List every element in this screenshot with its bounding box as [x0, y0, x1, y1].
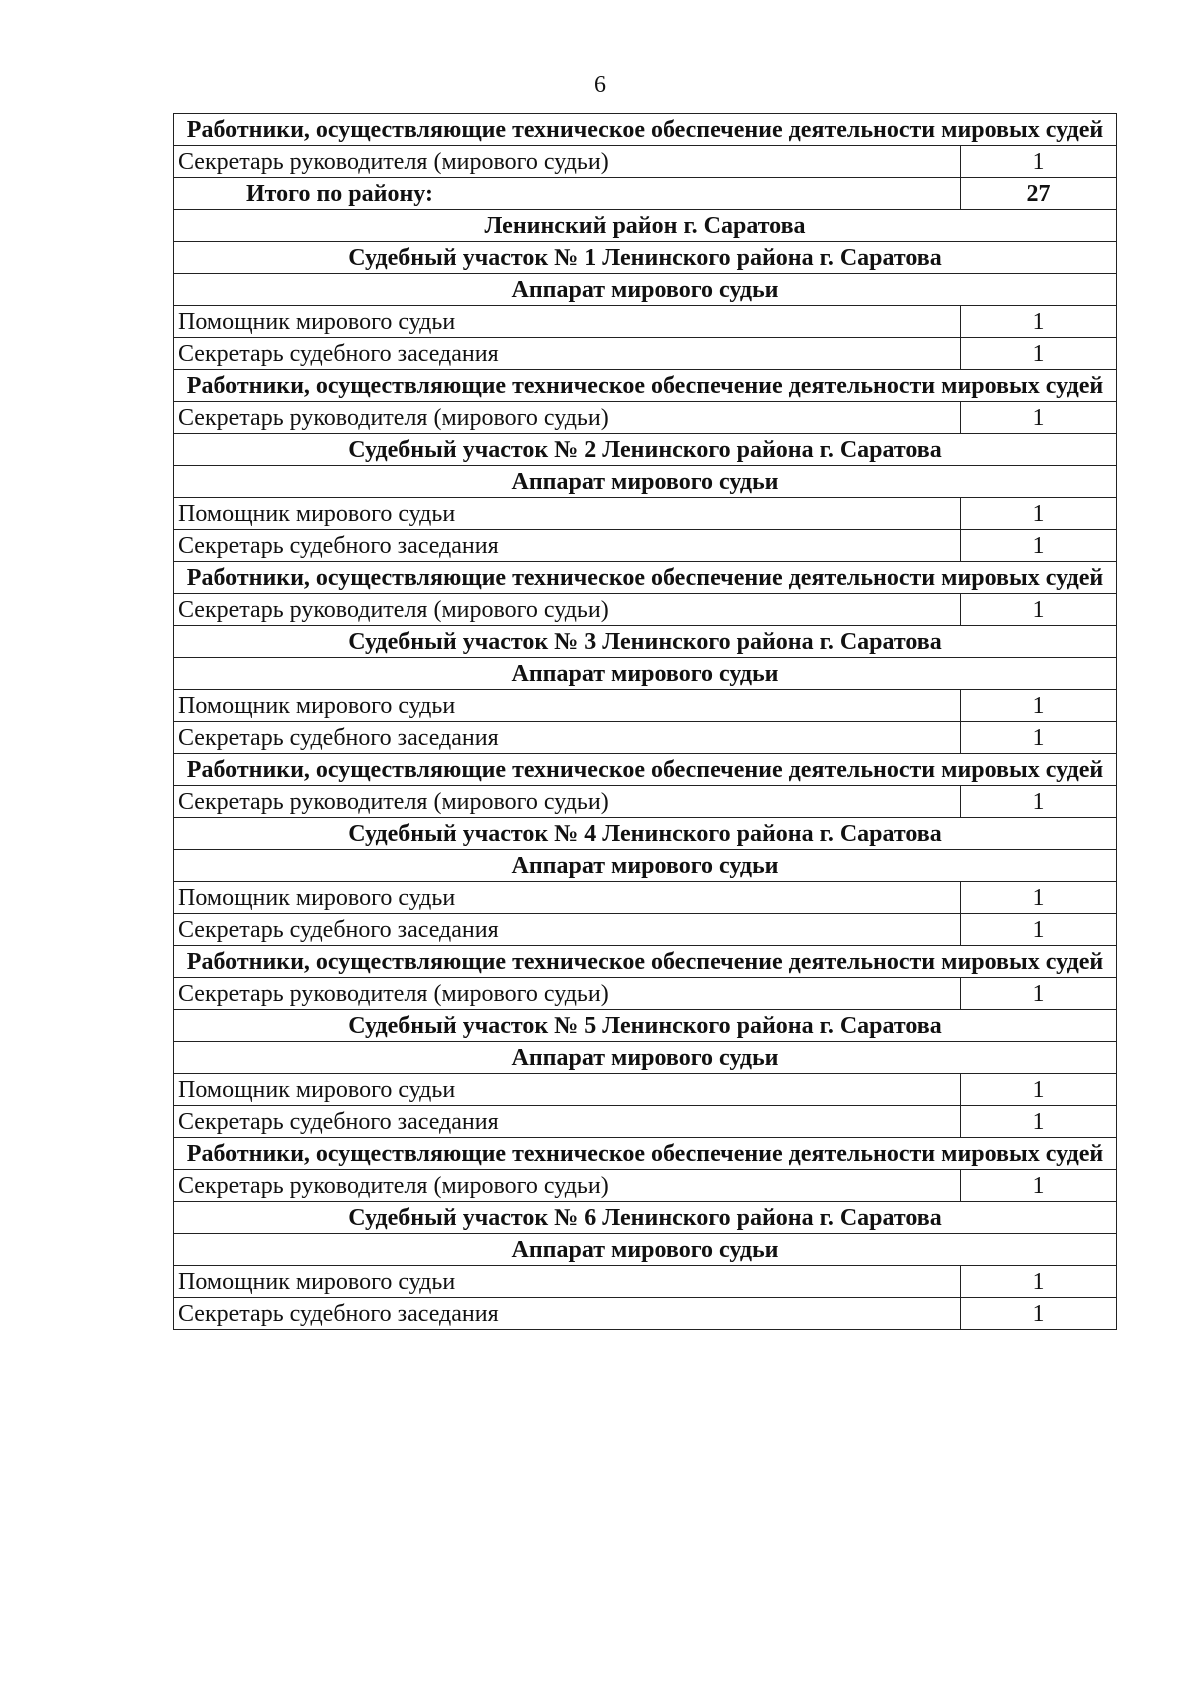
- section-heading-row: [174, 1234, 1117, 1266]
- position-name: Помощник мирового судьи: [174, 498, 961, 530]
- section-heading: Работники, осуществляющие техническое обеспечение деятельности мировых судей: [174, 114, 1117, 146]
- section-heading-row: [174, 370, 1117, 402]
- position-name: Секретарь судебного заседания: [174, 722, 961, 754]
- position-count: 1: [961, 978, 1117, 1010]
- section-heading-row: [174, 754, 1117, 786]
- position-count: 1: [961, 1298, 1117, 1330]
- section-heading-row: [174, 434, 1117, 466]
- section-heading-row: [174, 562, 1117, 594]
- section-heading-row: [174, 1202, 1117, 1234]
- position-name: Помощник мирового судьи: [174, 306, 961, 338]
- position-count: 1: [961, 306, 1117, 338]
- section-heading: Работники, осуществляющие техническое обеспечение деятельности мировых судей: [174, 1138, 1117, 1170]
- position-count: 1: [961, 1074, 1117, 1106]
- position-row: [174, 146, 1117, 178]
- section-heading: Аппарат мирового судьи: [174, 850, 1117, 882]
- section-heading-row: [174, 1010, 1117, 1042]
- position-name: Секретарь судебного заседания: [174, 338, 961, 370]
- position-count: 1: [961, 786, 1117, 818]
- position-name: Секретарь судебного заседания: [174, 530, 961, 562]
- position-row: [174, 306, 1117, 338]
- section-heading-row: [174, 850, 1117, 882]
- position-name: Секретарь руководителя (мирового судьи): [174, 594, 961, 626]
- position-name: Помощник мирового судьи: [174, 1074, 961, 1106]
- section-heading: Работники, осуществляющие техническое обеспечение деятельности мировых судей: [174, 946, 1117, 978]
- position-row: [174, 1298, 1117, 1330]
- position-row: [174, 690, 1117, 722]
- position-row: [174, 338, 1117, 370]
- position-name: Помощник мирового судьи: [174, 1266, 961, 1298]
- position-name: Секретарь судебного заседания: [174, 1106, 961, 1138]
- position-count: 1: [961, 402, 1117, 434]
- page-number: 6: [594, 72, 606, 98]
- section-heading: Аппарат мирового судьи: [174, 274, 1117, 306]
- position-count: 1: [961, 882, 1117, 914]
- position-count: 1: [961, 1106, 1117, 1138]
- position-row: [174, 1266, 1117, 1298]
- position-count: 1: [961, 338, 1117, 370]
- position-name: Секретарь руководителя (мирового судьи): [174, 786, 961, 818]
- position-count: 1: [961, 594, 1117, 626]
- position-row: [174, 1170, 1117, 1202]
- section-heading: Судебный участок № 3 Ленинского района г. Саратова: [174, 626, 1117, 658]
- section-heading: Работники, осуществляющие техническое обеспечение деятельности мировых судей: [174, 562, 1117, 594]
- position-count: 1: [961, 498, 1117, 530]
- position-name: Секретарь руководителя (мирового судьи): [174, 402, 961, 434]
- position-row: [174, 914, 1117, 946]
- position-name: Помощник мирового судьи: [174, 690, 961, 722]
- section-heading-row: [174, 1138, 1117, 1170]
- position-count: 1: [961, 1170, 1117, 1202]
- section-heading: Ленинский район г. Саратова: [174, 210, 1117, 242]
- section-heading-row: [174, 274, 1117, 306]
- section-heading-row: [174, 658, 1117, 690]
- position-row: [174, 1106, 1117, 1138]
- section-heading: Аппарат мирового судьи: [174, 466, 1117, 498]
- position-row: [174, 1074, 1117, 1106]
- section-heading-row: [174, 946, 1117, 978]
- position-row: [174, 498, 1117, 530]
- section-heading-row: [174, 626, 1117, 658]
- position-row: [174, 402, 1117, 434]
- position-count: 1: [961, 530, 1117, 562]
- staffing-table-body: [174, 114, 1117, 1330]
- section-heading-row: [174, 114, 1117, 146]
- position-name: Секретарь руководителя (мирового судьи): [174, 1170, 961, 1202]
- section-heading-row: [174, 818, 1117, 850]
- section-heading: Судебный участок № 1 Ленинского района г. Саратова: [174, 242, 1117, 274]
- section-heading: Работники, осуществляющие техническое обеспечение деятельности мировых судей: [174, 370, 1117, 402]
- position-row: [174, 786, 1117, 818]
- total-label: Итого по району:: [174, 178, 961, 210]
- position-row: [174, 882, 1117, 914]
- section-heading-row: [174, 466, 1117, 498]
- section-heading: Судебный участок № 6 Ленинского района г. Саратова: [174, 1202, 1117, 1234]
- position-name: Помощник мирового судьи: [174, 882, 961, 914]
- position-name: Секретарь судебного заседания: [174, 1298, 961, 1330]
- total-count: 27: [961, 178, 1117, 210]
- section-heading: Работники, осуществляющие техническое обеспечение деятельности мировых судей: [174, 754, 1117, 786]
- position-count: 1: [961, 690, 1117, 722]
- position-name: Секретарь руководителя (мирового судьи): [174, 146, 961, 178]
- section-heading: Судебный участок № 2 Ленинского района г. Саратова: [174, 434, 1117, 466]
- position-row: [174, 530, 1117, 562]
- position-row: [174, 594, 1117, 626]
- position-count: 1: [961, 914, 1117, 946]
- section-heading: Аппарат мирового судьи: [174, 658, 1117, 690]
- position-count: 1: [961, 1266, 1117, 1298]
- position-row: [174, 722, 1117, 754]
- position-row: [174, 978, 1117, 1010]
- position-name: Секретарь судебного заседания: [174, 914, 961, 946]
- position-name: Секретарь руководителя (мирового судьи): [174, 978, 961, 1010]
- position-count: 1: [961, 146, 1117, 178]
- section-heading: Судебный участок № 4 Ленинского района г. Саратова: [174, 818, 1117, 850]
- section-heading: Аппарат мирового судьи: [174, 1042, 1117, 1074]
- section-heading: Судебный участок № 5 Ленинского района г. Саратова: [174, 1010, 1117, 1042]
- total-row: [174, 178, 1117, 210]
- staffing-table: [173, 113, 1117, 1330]
- section-heading-row: [174, 242, 1117, 274]
- section-heading: Аппарат мирового судьи: [174, 1234, 1117, 1266]
- section-heading-row: [174, 1042, 1117, 1074]
- position-count: 1: [961, 722, 1117, 754]
- section-heading-row: [174, 210, 1117, 242]
